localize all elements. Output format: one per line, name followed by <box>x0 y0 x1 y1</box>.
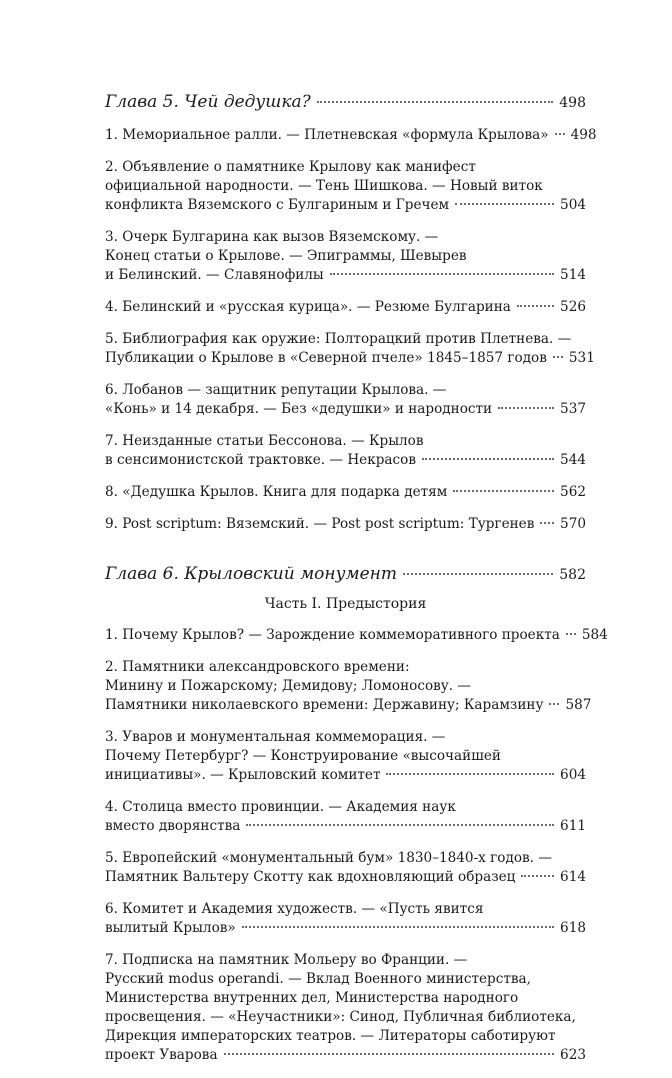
entry-line: и Белинский. — Славянофилы <box>105 267 324 283</box>
entry-line: официальной народности. — Тень Шишкова. — Новый виток <box>105 178 543 194</box>
entry-line: 7. Неизданные статьи Бессонова. — Крылов <box>105 433 424 449</box>
entry-line: 4. Столица вместо провинции. — Академия наук <box>105 799 456 815</box>
leader-dots <box>517 305 554 307</box>
toc-entry <box>105 330 595 368</box>
entry-last-line <box>105 868 586 887</box>
page-number: 544 <box>560 452 586 468</box>
entry-line: в сенсимонистской трактовке. — Некрасов <box>105 452 416 468</box>
chapter-title: Глава 5. Чей дедушка? <box>105 92 311 112</box>
toc-entry <box>105 158 586 215</box>
page-number: 526 <box>560 299 586 315</box>
entry-last-line <box>105 349 595 368</box>
entry-last-line <box>105 696 592 715</box>
page-number: 623 <box>560 1047 586 1063</box>
toc-entry <box>105 626 608 645</box>
entry-line: 6. Комитет и Академия художеств. — «Пусть явится <box>105 901 484 917</box>
leader-dots <box>242 926 554 928</box>
chapter-6-entries <box>105 626 608 1065</box>
entry-line: 2. Объявление о памятнике Крылову как манифест <box>105 159 476 175</box>
leader-dots <box>549 703 559 705</box>
entry-line: Русский modus operandi. — Вклад Военного министерства, <box>105 971 531 987</box>
chapter-title: Глава 6. Крыловский монумент <box>105 564 397 584</box>
page-number: 587 <box>565 697 592 713</box>
entry-last-line <box>105 1046 586 1065</box>
entry-last-line <box>105 766 586 785</box>
entry-line: 1. Почему Крылов? — Зарождение коммеморативного проекта <box>105 627 560 643</box>
page-number: 584 <box>581 627 608 643</box>
entry-last-line <box>105 919 586 938</box>
leader-dots <box>330 273 554 275</box>
entry-line: инициативы». — Крыловский комитет <box>105 767 381 783</box>
entry-line: 5. Европейский «монументальный бум» 1830–1840-х годов. — <box>105 850 552 866</box>
entry-line: вместо дворянства <box>105 818 241 834</box>
entry-line: 4. Белинский и «русская курица». — Резюме Булгарина <box>105 299 511 315</box>
toc-entry <box>105 515 586 534</box>
toc-entry <box>105 798 586 836</box>
page-number: 537 <box>560 401 586 417</box>
leader-dots <box>317 101 553 103</box>
page-number: 618 <box>560 920 586 936</box>
entry-last-line <box>105 451 586 470</box>
entry-line: Минину и Пожарскому; Демидову; Ломоносову. — <box>105 678 472 694</box>
page-number: 504 <box>560 197 586 213</box>
page-number: 498 <box>559 95 586 111</box>
entry-line: просвещения. — «Неучастники»: Синод, Публичная библиотека, <box>105 1009 576 1025</box>
toc-entry <box>105 900 586 938</box>
leader-dots <box>246 824 554 826</box>
chapter-5-entries <box>105 126 597 534</box>
entry-line: Памятник Вальтеру Скотту как вдохновляющий образец <box>105 869 516 885</box>
leader-dots <box>540 522 554 524</box>
chapter-5-heading <box>105 92 586 112</box>
leader-dots <box>555 133 565 135</box>
toc-entry <box>105 228 586 285</box>
page-number: 514 <box>560 267 586 283</box>
entry-last-line <box>105 298 586 317</box>
entry-line: конфликта Вяземского с Булгариным и Гречем <box>105 197 450 213</box>
toc-entry <box>105 432 586 470</box>
entry-last-line <box>105 817 586 836</box>
page-number: 562 <box>560 484 586 500</box>
entry-last-line <box>105 626 608 645</box>
entry-line: Памятники николаевского времени: Державину; Карамзину <box>105 697 544 713</box>
toc-entry <box>105 849 586 887</box>
leader-dots <box>453 490 554 492</box>
entry-line: Почему Петербург? — Конструирование «высочайшей <box>105 748 501 764</box>
page-number: 582 <box>559 567 586 583</box>
part-heading: Часть I. Предыстория <box>264 596 427 612</box>
page-number: 531 <box>568 350 595 366</box>
entry-line: проект Уварова <box>105 1047 218 1063</box>
entry-line: 1. Мемориальное ралли. — Плетневская «формула Крылова» <box>105 127 549 143</box>
toc-entry <box>105 298 586 317</box>
entry-line: 8. «Дедушка Крылов. Книга для подарка детям <box>105 484 448 500</box>
toc-entry <box>105 951 586 1065</box>
entry-line: «Конь» и 14 декабря. — Без «дедушки» и народности <box>105 401 493 417</box>
toc-entry <box>105 381 586 419</box>
entry-line: 5. Библиография как оружие: Полторацкий против Плетнева. — <box>105 331 572 347</box>
toc-entry <box>105 658 592 715</box>
leader-dots <box>566 633 576 635</box>
entry-last-line <box>105 400 586 419</box>
entry-last-line <box>105 196 586 215</box>
entry-line: 9. Post scriptum: Вяземский. — Post post scriptum: Тургенев <box>105 516 535 532</box>
entry-line: 6. Лобанов — защитник репутации Крылова. — <box>105 382 447 398</box>
leader-dots <box>224 1053 554 1055</box>
entry-line: 3. Уваров и монументальная коммеморация. — <box>105 729 446 745</box>
leader-dots <box>498 407 554 409</box>
leader-dots <box>386 773 554 775</box>
leader-dots <box>521 875 554 877</box>
page-number: 614 <box>560 869 586 885</box>
leader-dots <box>455 203 554 205</box>
toc-entry <box>105 483 586 502</box>
page-number: 604 <box>560 767 586 783</box>
entry-line: 2. Памятники александровского времени: <box>105 659 410 675</box>
toc-page <box>105 92 608 1078</box>
leader-dots <box>422 458 554 460</box>
entry-line: Публикации о Крылове в «Северной пчеле» 1845–1857 годов <box>105 350 547 366</box>
entry-line: Министерства внутренних дел, Министерства народного <box>105 990 519 1006</box>
entry-last-line <box>105 266 586 285</box>
entry-line: Конец статьи о Крылове. — Эпиграммы, Шевырев <box>105 248 467 264</box>
entry-last-line <box>105 515 586 534</box>
page-number: 498 <box>570 127 597 143</box>
toc-entry <box>105 126 597 145</box>
entry-last-line <box>105 126 597 145</box>
entry-line: Дирекция императорских театров. — Литераторы саботируют <box>105 1028 556 1044</box>
entry-line: вылитый Крылов» <box>105 920 236 936</box>
leader-dots <box>403 573 553 575</box>
chapter-6-heading <box>105 564 586 584</box>
page-number: 611 <box>560 818 586 834</box>
page-number: 570 <box>560 516 586 532</box>
entry-line: 3. Очерк Булгарина как вызов Вяземскому. — <box>105 229 439 245</box>
toc-entry <box>105 728 586 785</box>
leader-dots <box>553 356 563 358</box>
entry-line: 7. Подписка на памятник Мольеру во Франции. — <box>105 952 468 968</box>
entry-last-line <box>105 483 586 502</box>
